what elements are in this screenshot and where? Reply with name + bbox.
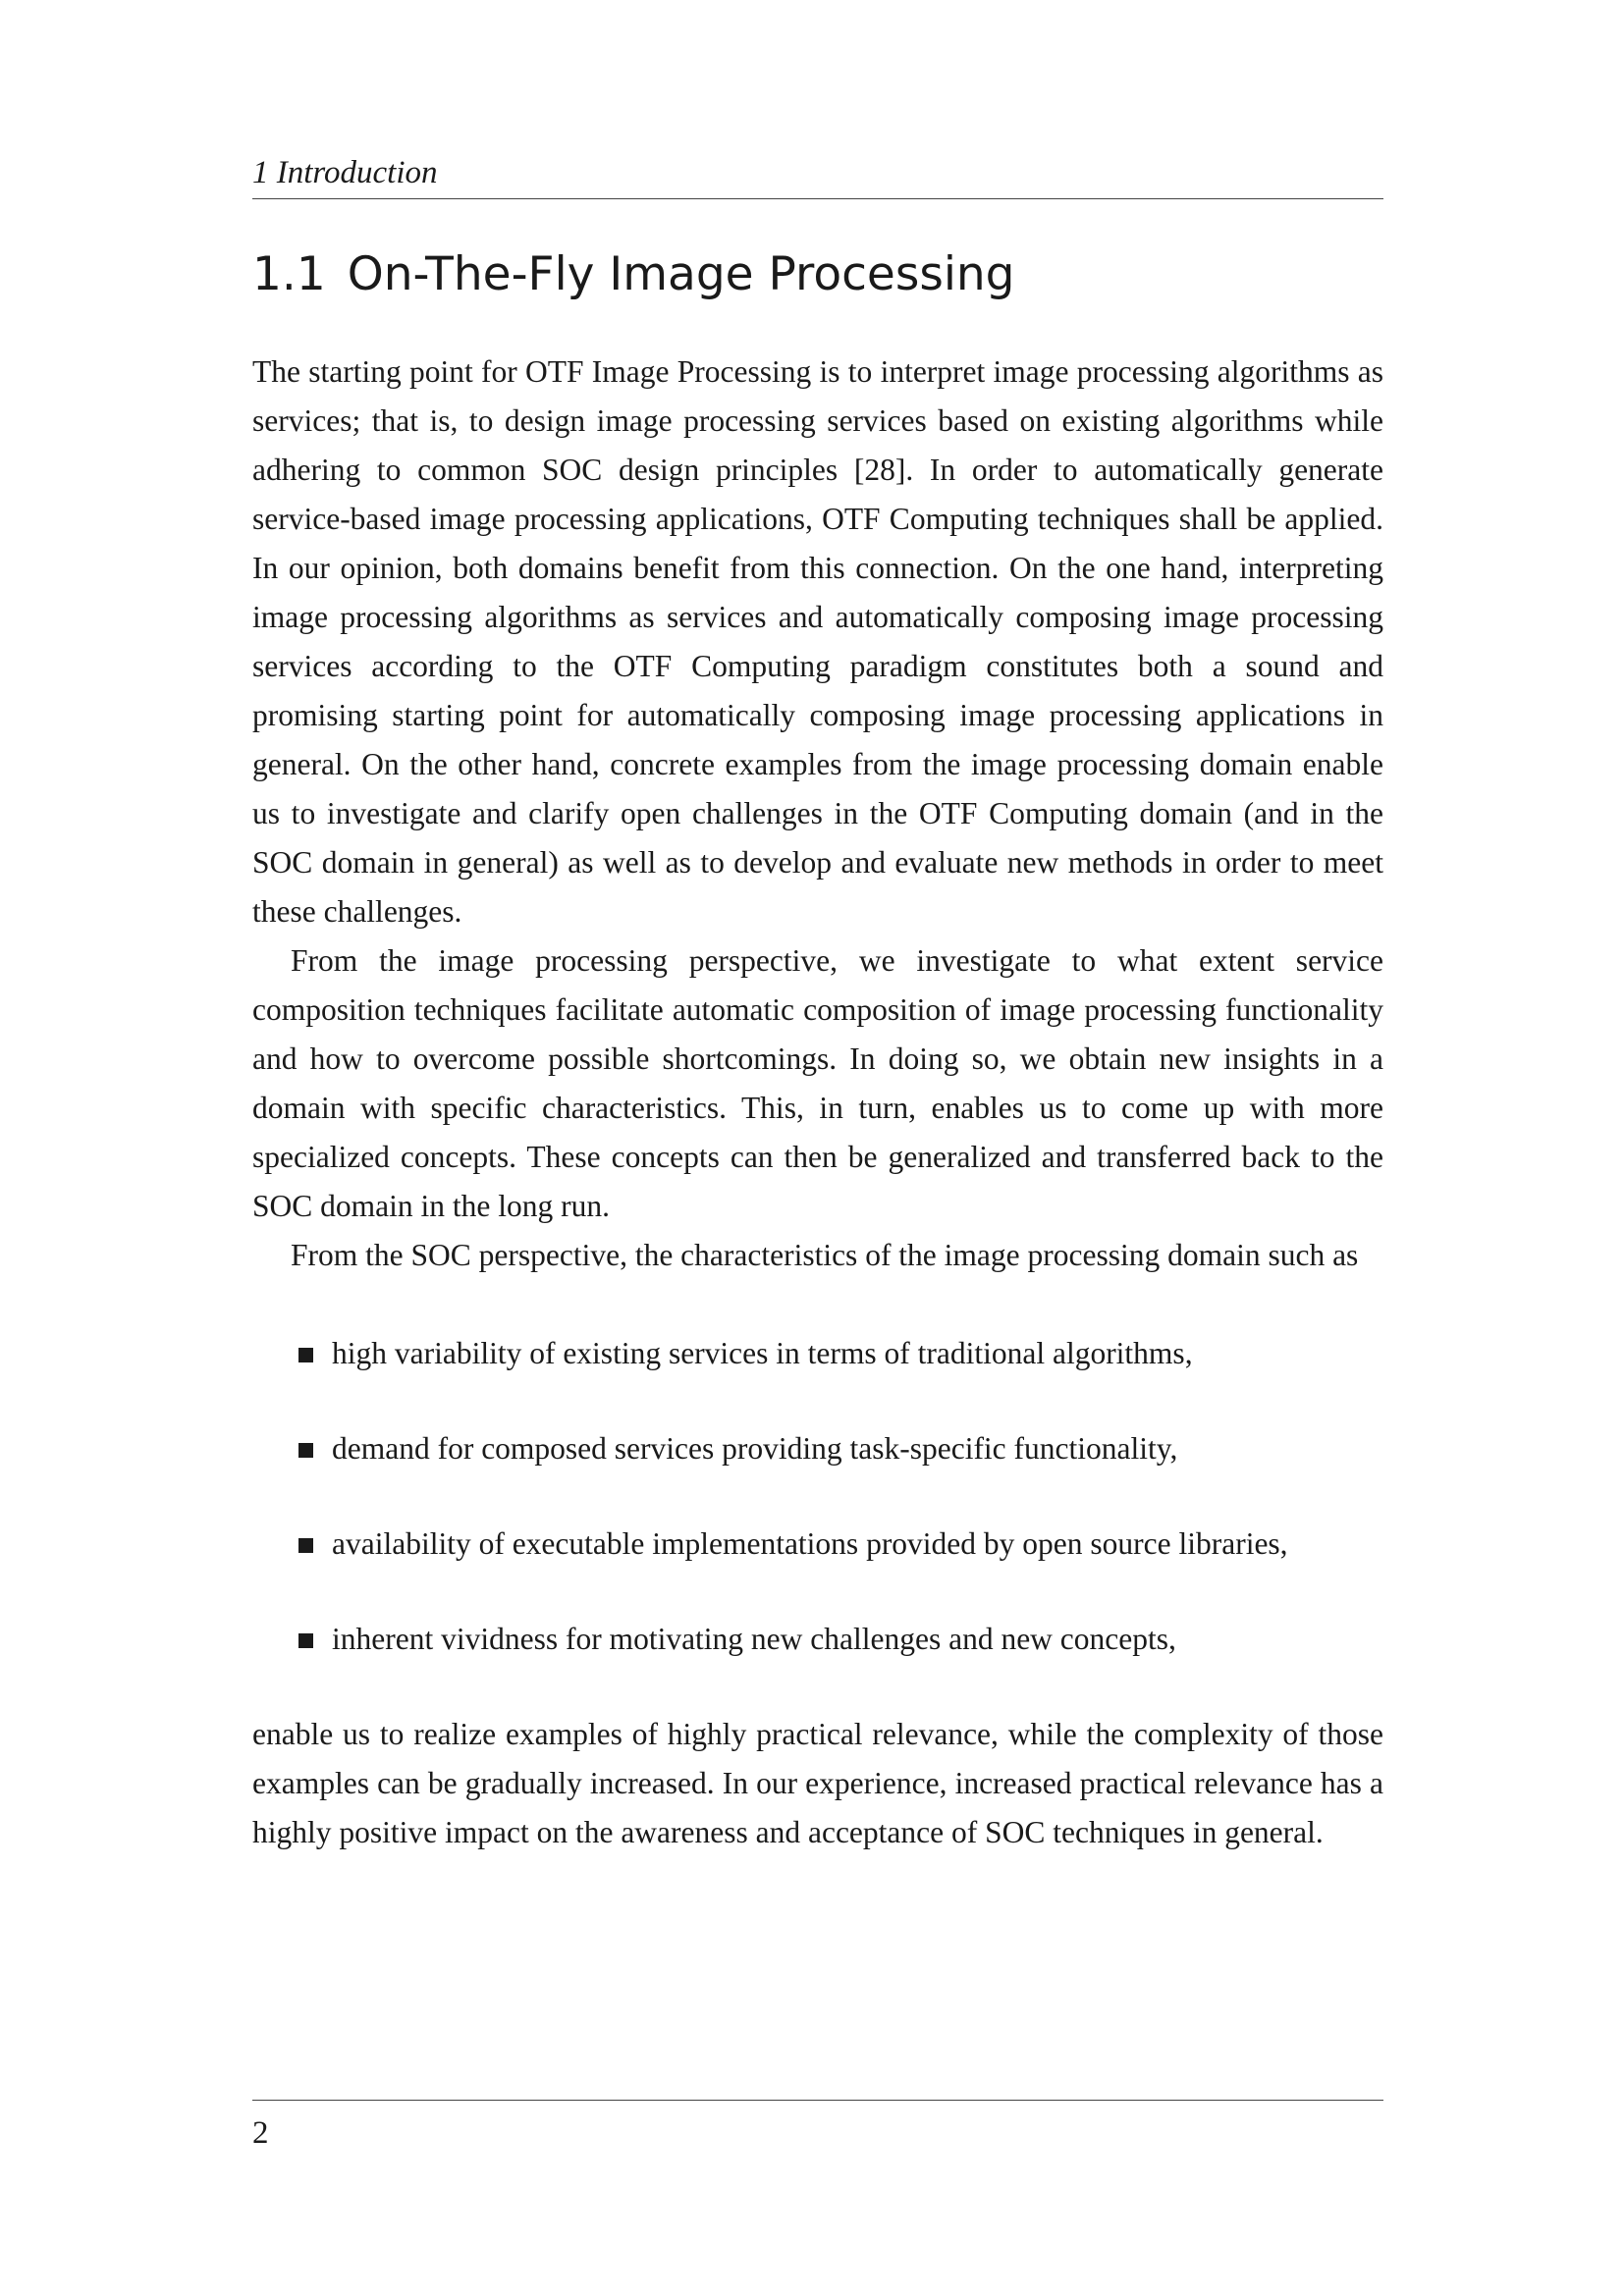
- square-bullet-icon: [298, 1348, 313, 1362]
- list-item-text: high variability of existing services in terms of traditional algorithms,: [332, 1336, 1193, 1370]
- running-head: 1 Introduction: [252, 153, 1383, 199]
- body-text: [252, 347, 1383, 1857]
- section-number: 1.1: [252, 247, 326, 301]
- square-bullet-icon: [298, 1538, 313, 1553]
- square-bullet-icon: [298, 1633, 313, 1648]
- square-bullet-icon: [298, 1443, 313, 1458]
- paragraph-intro: The starting point for OTF Image Processing is to interpret image processing algorithms as services; that is, to design image processing services based on existing algorithms while adhering to common SOC design principles [28]. In order to automatically generate service-based image processing applications, OTF Computing techniques shall be applied. In our opinion, both domains benefit from this connection. On the one hand, interpreting image processing algorithms as services and automatically composing image processing services according to the OTF Computing paradigm constitutes both a sound and promising starting point for automatically composing image processing applications in general. On the other hand, concrete examples from the image processing domain enable us to investigate and clarify open challenges in the OTF Computing domain (and in the SOC domain in general) as well as to develop and evaluate new methods in order to meet these challenges.: [252, 354, 1383, 929]
- list-item-text: demand for composed services providing task-specific functionality,: [332, 1431, 1178, 1466]
- footer-rule: [252, 2100, 1383, 2101]
- paragraph-closing: enable us to realize examples of highly practical relevance, while the complexity of those examples can be gradually increased. In our experience, increased practical relevance has a highly positive impact on the awareness and acceptance of SOC techniques in general.: [252, 1717, 1383, 1849]
- section-title-text: On-The-Fly Image Processing: [347, 247, 1015, 301]
- list-item-text: inherent vividness for motivating new challenges and new concepts,: [332, 1622, 1176, 1656]
- section-title: [252, 245, 1383, 304]
- paragraph-image-processing-perspective: From the image processing perspective, we investigate to what extent service composition techniques facilitate automatic composition of image processing functionality and how to overcome possible shortcomings. In doing so, we obtain new insights in a domain with specific characteristics. This, in turn, enables us to come up with more specialized concepts. These concepts can then be generalized and transferred back to the SOC domain in the long run.: [252, 943, 1383, 1223]
- page-number: 2: [252, 2115, 269, 2151]
- paragraph-soc-perspective: From the SOC perspective, the characteristics of the image processing domain such as: [291, 1238, 1359, 1272]
- list-item: [252, 1424, 1383, 1473]
- document-page: [252, 0, 1383, 2296]
- list-item-text: availability of executable implementations provided by open source libraries,: [332, 1526, 1288, 1561]
- list-item: [252, 1520, 1383, 1569]
- bullet-list: [252, 1329, 1383, 1664]
- list-item: [252, 1615, 1383, 1664]
- list-item: [252, 1329, 1383, 1378]
